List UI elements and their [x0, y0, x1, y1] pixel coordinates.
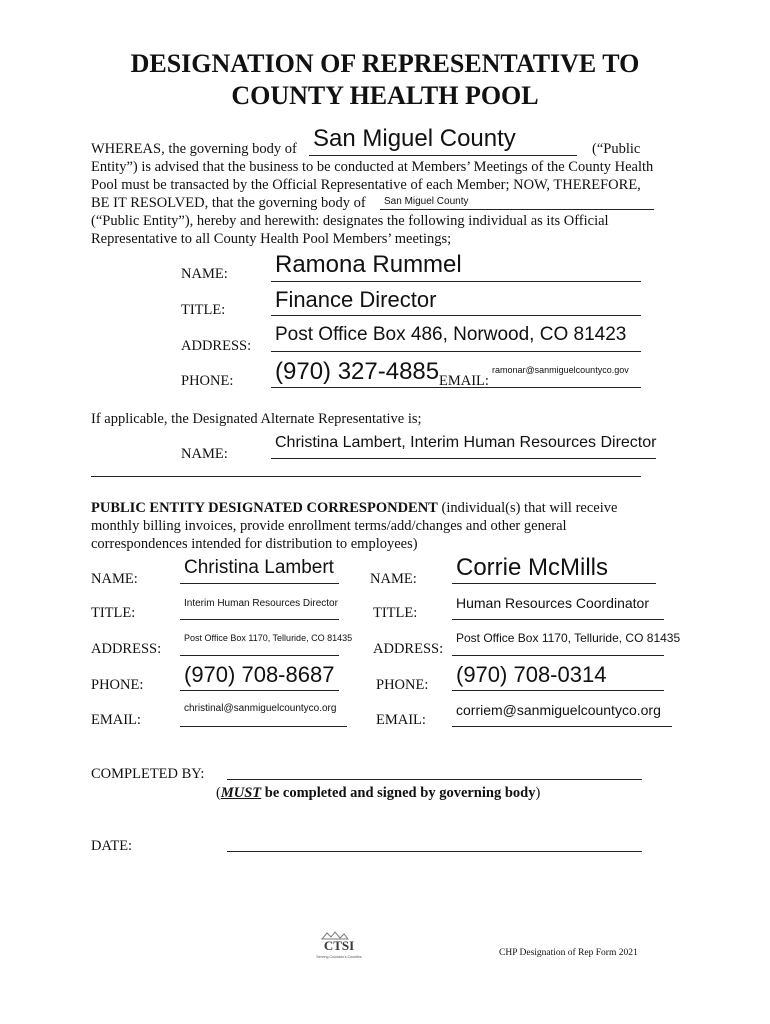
rep-name-label: NAME:	[181, 266, 228, 282]
rep-address-label: ADDRESS:	[181, 338, 252, 354]
corr1-address-field[interactable]: Post Office Box 1170, Telluride, CO 81435	[184, 633, 353, 643]
corr1-address-label: ADDRESS:	[91, 641, 162, 657]
corr1-phone-underline	[180, 690, 339, 691]
corr1-address-underline	[180, 655, 339, 656]
corr1-title-label: TITLE:	[91, 605, 136, 621]
corr2-phone-field[interactable]: (970) 708-0314	[456, 662, 607, 687]
corr2-address-label: ADDRESS:	[373, 641, 444, 657]
corr2-email-label: EMAIL:	[376, 712, 426, 728]
alternate-extra-underline	[91, 476, 641, 477]
public-entity-underline	[309, 155, 577, 156]
rep-phone-field[interactable]: (970) 327-4885	[275, 358, 440, 385]
corr2-address-field[interactable]: Post Office Box 1170, Telluride, CO 81435	[456, 631, 681, 645]
form-name: CHP Designation of Rep Form 2021	[499, 948, 638, 958]
correspondent-heading-bold: PUBLIC ENTITY DESIGNATED CORRESPONDENT	[91, 500, 438, 516]
correspondent-line-2: monthly billing invoices, provide enrollment terms/add/changes and other general	[91, 518, 567, 534]
logo-tagline: Serving Colorado's Counties	[316, 955, 362, 959]
corr2-name-underline	[452, 583, 656, 584]
rep-phone-label: PHONE:	[181, 373, 234, 389]
completed-by-signature-line[interactable]	[227, 779, 642, 780]
corr2-title-underline	[452, 619, 664, 620]
corr1-name-underline	[180, 583, 339, 584]
governing-body-underline	[380, 209, 654, 210]
ctsi-logo	[308, 930, 370, 960]
note-must: MUST	[220, 785, 262, 801]
corr1-email-underline	[180, 726, 347, 727]
ctsi-logo-mark	[308, 930, 370, 960]
whereas-text-1b: (“Public	[592, 141, 641, 157]
whereas-text-3: Pool must be transacted by the Official Representative of each Member; NOW, THEREFORE,	[91, 177, 641, 193]
whereas-text-2: Entity”) is advised that the business to be conducted at Members’ Meetings of the County Health	[91, 159, 654, 175]
whereas-text-1: WHEREAS, the governing body of	[91, 141, 297, 157]
corr2-address-underline	[452, 655, 664, 656]
whereas-text-4: BE IT RESOLVED, that the governing body of	[91, 195, 366, 211]
logo-text: CTSI	[323, 938, 355, 953]
alternate-name-label: NAME:	[181, 446, 228, 462]
page-title-line-1: DESIGNATION OF REPRESENTATIVE TO	[130, 49, 640, 78]
corr1-phone-label: PHONE:	[91, 677, 144, 693]
page-title-line-2: COUNTY HEALTH POOL	[231, 81, 539, 110]
corr1-name-field[interactable]: Christina Lambert	[184, 557, 334, 578]
rep-address-field[interactable]: Post Office Box 486, Norwood, CO 81423	[275, 324, 627, 345]
note-rest: be completed and signed by governing body	[261, 785, 536, 801]
governing-body-field[interactable]: San Miguel County	[384, 196, 469, 207]
corr1-title-field[interactable]: Interim Human Resources Director	[184, 598, 338, 609]
corr2-phone-underline	[452, 690, 664, 691]
corr2-title-field[interactable]: Human Resources Coordinator	[456, 595, 649, 611]
alternate-name-field[interactable]: Christina Lambert, Interim Human Resources Director	[275, 434, 657, 451]
rep-name-underline	[271, 281, 641, 282]
rep-name-field[interactable]: Ramona Rummel	[275, 251, 462, 278]
correspondent-heading	[91, 499, 617, 517]
completed-by-label: COMPLETED BY:	[91, 766, 205, 782]
public-entity-field[interactable]: San Miguel County	[313, 125, 516, 152]
corr2-title-label: TITLE:	[373, 605, 418, 621]
corr1-name-label: NAME:	[91, 571, 138, 587]
alternate-intro: If applicable, the Designated Alternate Representative is;	[91, 411, 422, 427]
note-close-paren: )	[535, 785, 541, 801]
date-label: DATE:	[91, 838, 133, 854]
corr2-email-underline	[452, 726, 672, 727]
corr1-title-underline	[180, 619, 339, 620]
corr2-email-field[interactable]: corriem@sanmiguelcountyco.org	[456, 702, 661, 718]
rep-phone-underline	[271, 387, 641, 388]
date-line[interactable]	[227, 851, 642, 852]
correspondent-heading-rest: (individual(s) that will receive	[437, 500, 618, 516]
corr1-email-field[interactable]: christinal@sanmiguelcountyco.org	[184, 703, 337, 714]
rep-title-underline	[271, 315, 641, 316]
corr2-phone-label: PHONE:	[376, 677, 429, 693]
alternate-name-underline	[271, 458, 656, 459]
rep-title-label: TITLE:	[181, 302, 226, 318]
corr1-phone-field[interactable]: (970) 708-8687	[184, 662, 335, 687]
corr2-name-field[interactable]: Corrie McMills	[456, 554, 608, 581]
rep-email-label: EMAIL:	[439, 373, 489, 389]
rep-email-field[interactable]: ramonar@sanmiguelcountyco.gov	[492, 365, 629, 375]
note-open-paren: (	[216, 785, 221, 801]
completed-by-note	[216, 785, 540, 802]
corr1-email-label: EMAIL:	[91, 712, 141, 728]
rep-address-underline	[271, 351, 641, 352]
rep-title-field[interactable]: Finance Director	[275, 287, 437, 312]
correspondent-line-3: correspondences intended for distribution to employees)	[91, 536, 418, 552]
whereas-text-5: (“Public Entity”), hereby and herewith: designates the following individual as its Official	[91, 213, 609, 229]
corr2-name-label: NAME:	[370, 571, 417, 587]
whereas-text-6: Representative to all County Health Pool Members’ meetings;	[91, 231, 452, 247]
